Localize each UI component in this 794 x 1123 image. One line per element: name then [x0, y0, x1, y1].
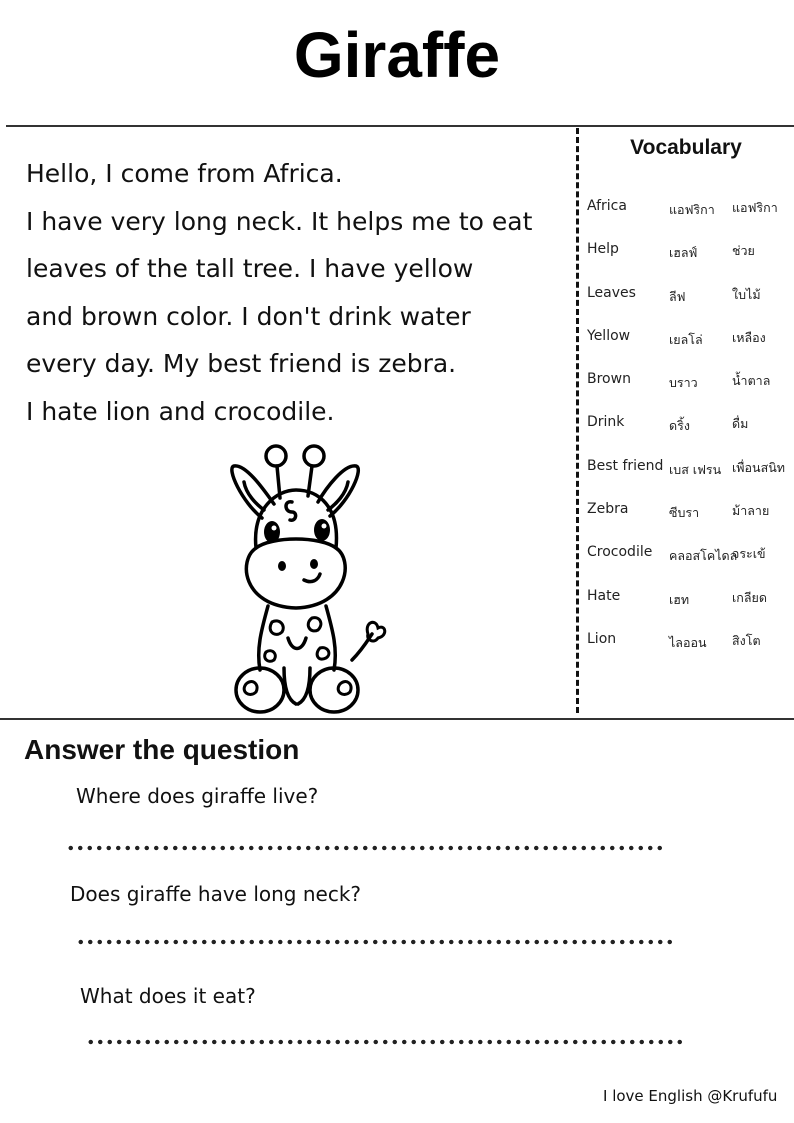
vocab-english: Hate — [587, 587, 621, 604]
story-line: I have very long neck. It helps me to eat — [26, 206, 533, 236]
vocab-pronunciation: บราว — [669, 375, 698, 391]
vocab-row — [587, 410, 794, 453]
story-line: every day. My best friend is zebra. — [26, 349, 457, 378]
vocab-thai: เกลียด — [732, 589, 767, 605]
vocab-english: Yellow — [587, 327, 631, 344]
vocab-row — [587, 237, 794, 280]
answer-line-1[interactable] — [66, 844, 664, 852]
vocab-pronunciation: ลีฟ — [669, 288, 686, 304]
vocab-thai: แอฟริกา — [732, 200, 778, 215]
vocab-pronunciation: เบส เฟรน — [669, 461, 722, 477]
vocab-row — [587, 540, 794, 583]
page-title: Giraffe — [293, 19, 501, 91]
vocab-english: Crocodile — [587, 544, 653, 561]
vocab-pronunciation: ดริ้ง — [669, 418, 690, 434]
vocab-pronunciation: เฮลฟ์ — [669, 245, 698, 261]
vocab-thai: ม้าลาย — [732, 503, 770, 519]
giraffe-illustration — [222, 438, 392, 718]
vocab-pronunciation: ไลออน — [669, 634, 707, 650]
vocab-thai: ใบไม้ — [732, 286, 761, 302]
story-line: and brown color. I don't drink water — [26, 301, 471, 331]
vocab-row — [587, 454, 794, 497]
vocab-pronunciation: เฮท — [669, 591, 690, 607]
question-3: What does it eat? — [80, 984, 256, 1008]
story-line: Hello, I come from Africa. — [26, 159, 343, 188]
top-divider — [6, 125, 794, 127]
vocab-english: Best friend — [587, 457, 664, 474]
vocab-pronunciation: แอฟริกา — [669, 202, 715, 217]
story-line: I hate lion and crocodile. — [26, 396, 335, 426]
question-1: Where does giraffe live? — [76, 784, 319, 808]
vocab-pronunciation: ซีบรา — [669, 505, 700, 521]
vocab-english: Drink — [587, 414, 625, 431]
vocab-thai: สิงโต — [732, 632, 761, 648]
questions-title: Answer the question — [24, 734, 300, 765]
vocab-english: Leaves — [587, 284, 636, 301]
vocab-row — [587, 367, 794, 410]
answer-line-3[interactable] — [86, 1038, 684, 1046]
vocab-thai: เหลือง — [732, 329, 766, 345]
story-line: leaves of the tall tree. I have yellow — [26, 254, 474, 283]
answer-line-2[interactable] — [76, 938, 674, 946]
vocab-thai: เพื่อนสนิท — [732, 459, 785, 475]
vocab-english: Lion — [587, 630, 617, 647]
vocab-row — [587, 281, 794, 324]
question-2: Does giraffe have long neck? — [70, 882, 362, 906]
vocab-english: Zebra — [587, 501, 629, 518]
vocab-english: Brown — [587, 371, 631, 388]
column-divider — [576, 128, 579, 713]
vocab-row — [587, 324, 794, 367]
vocabulary-list — [587, 194, 794, 670]
vocab-english: Help — [587, 241, 619, 258]
vocab-english: Africa — [587, 198, 627, 214]
vocab-thai: น้ำตาล — [732, 373, 771, 389]
vocab-thai: ดื่ม — [732, 416, 749, 432]
vocab-row — [587, 194, 794, 237]
vocab-row — [587, 497, 794, 540]
footer-credit: I love English @Krufufu — [603, 1087, 778, 1105]
vocab-row — [587, 627, 794, 670]
vocab-thai: ช่วย — [732, 243, 755, 259]
vocabulary-title: Vocabulary — [630, 136, 742, 159]
vocab-row — [587, 584, 794, 627]
story-text — [26, 150, 566, 435]
vocab-pronunciation: เยลโล่ — [669, 331, 703, 347]
vocab-pronunciation: คลอสโคไดล — [669, 548, 738, 564]
vocab-thai: จระเข้ — [732, 546, 766, 562]
middle-divider — [0, 718, 794, 720]
